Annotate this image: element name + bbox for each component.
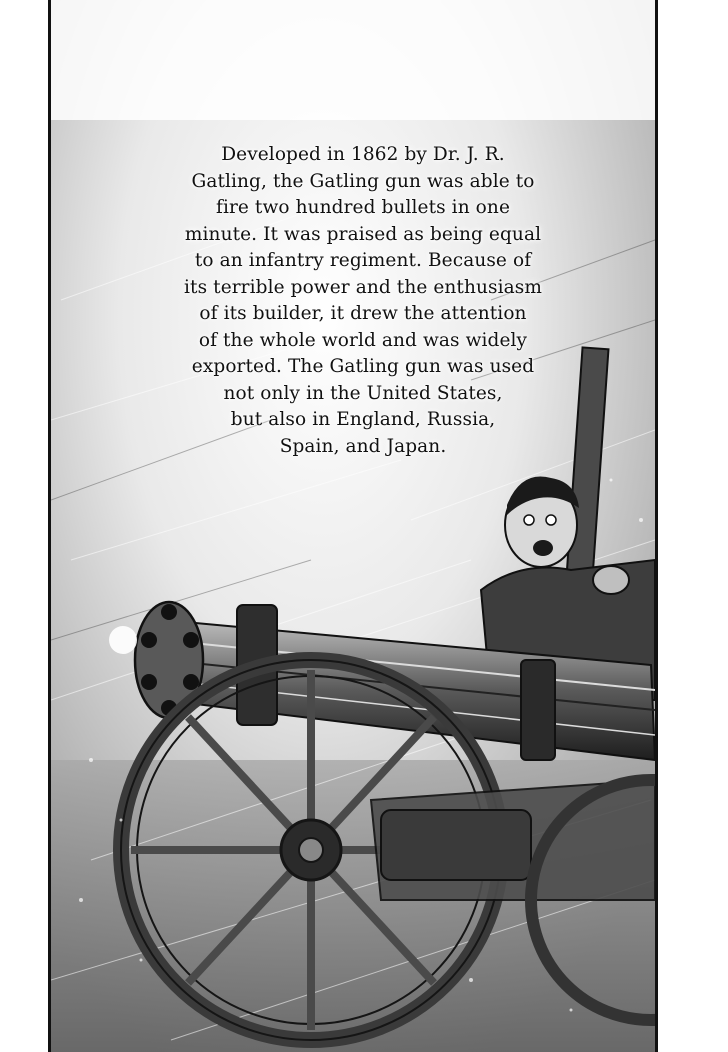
manga-panel xyxy=(48,0,658,1052)
narration-caption xyxy=(173,142,553,460)
soldier-eye-left xyxy=(524,515,534,525)
soldier-mouth xyxy=(533,540,553,556)
caption-line: but also in England, Russia, xyxy=(230,409,496,430)
caption-line: Gatling, the Gatling gun was able to xyxy=(191,170,535,192)
caption-line: exported. The Gatling gun was used xyxy=(191,356,535,377)
caption-line: minute. It was praised as being equal xyxy=(184,223,542,245)
barrel-band-rear xyxy=(521,660,555,760)
gun-cylinder xyxy=(381,810,531,880)
caption-line: to an infantry regiment. Because of xyxy=(194,250,532,271)
caption-line: fire two hundred bullets in one xyxy=(216,197,510,218)
soldier-eye-right xyxy=(546,515,556,525)
caption-line: Spain, and Japan. xyxy=(279,435,447,457)
top-white-area xyxy=(51,0,655,120)
caption-line: of the whole world and was widely xyxy=(198,329,528,351)
caption-line: not only in the United States, xyxy=(223,382,503,404)
muzzle-flash xyxy=(109,626,137,654)
caption-line: its terrible power and the enthusiasm xyxy=(184,276,542,298)
caption-line: of its builder, it drew the attention xyxy=(199,303,527,324)
soldier-hand xyxy=(593,566,629,594)
caption-line: Developed in 1862 by Dr. J. R. xyxy=(221,144,505,165)
